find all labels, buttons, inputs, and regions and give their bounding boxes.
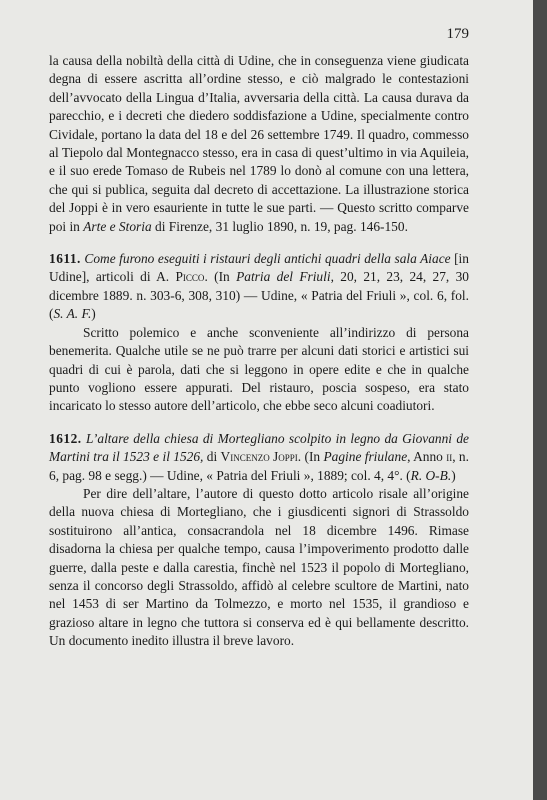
entry-description: Per dire dell’altare, l’autore di questo dotto articolo risale all’origine della nuova chiesa di Mortegliano, che i giusdicenti signori di Strassoldo sostituirono all’antica, consacrandola nel 18 dicembre 1496. Rimase disadorna la chiesa per qualche tempo, causa l’impoverimento prodotto dalle guerre, dalla peste e dalla carestia, finchè nel 1523 il popolo di Mortegliano, senza il concorso degli Strassoldo, affidò al celebre scultore de Martini, nato nel 1453 di ser Martino da Tolmezzo, e morto nel 1535, il grandioso e grazioso altare in legno che tuttora si conserva ed è qui bellamente descritto. Un documento inedito illustra il breve lavoro. [49,485,469,649]
text-run: la causa della nobiltà della città di Udine, che in conseguenza viene giudicata degna di essere ascritta all’ordine stesso, e ciò malgrado le contestazioni dell’avvocato della Lingua d’Italia, avversaria della città. La causa durava da parecchio, e i decreti che diedero soddisfazione a Udine, specialmente contro Cividale, portano la data del 18 e del 26 settembre 1749. Il quadro, commesso al Tiepolo dal Montegnacco stesso, era in casa di quest’ultimo in via Aquileia, e il suo erede Tomaso de Rubeis nel 1789 lo donò al comune con una lettera, che qui si publica, seguita dal decreto di accettazione. La illustrazione storica del Joppi è in vero esauriente in tutte le sue parti. — Questo scritto comparve poi in [49,53,469,234]
text-run: [in Udine], articoli di A. [49,251,469,285]
text-run: di Firenze, 31 luglio 1890, n. 19, pag. 146-150. [151,218,408,234]
page-number: 179 [446,26,469,42]
text-run: , n. 6, pag. 98 e segg.) — Udine, « Patria del Friuli », 1889; col. 4, 4°. ( [49,449,469,483]
entry-citation [49,430,469,485]
text-run: ) [91,306,96,322]
bibliography-entry-1611 [49,250,469,416]
text-run: . (In [204,269,237,285]
text-run: . (In [297,449,324,465]
entry-citation [49,250,469,324]
bibliography-entry-1612 [49,430,469,651]
entry-citation-text [49,251,469,321]
entry-number: 1612. [49,430,82,446]
italic-text: Arte e Storia [83,218,152,234]
intro-paragraph [49,52,469,236]
italic-text: Patria del Friuli [236,269,331,285]
entry-description: Scritto polemico e anche sconveniente all’indirizzo di persona benemerita. Qualche utile se ne può trarre per alcuni dati storici e artistici sui quadri di cui è parola, dati che si leggono in opere edite e che in qualche punto vogliono essere appurati. Del ristauro, poscia sospeso, era stato incaricato lo stesso autore dell’articolo, che ebbe seco alcuni coadiutori. [49,324,469,414]
italic-text: Pagine friulane [323,449,408,465]
text-run: , 20, 21, 23, 24, 27, 30 dicembre 1889. n. 303-6, 308, 310) — Udine, « Patria del Friuli », col. 6, fol. ( [49,269,469,322]
italic-text: R. O-B. [410,467,452,483]
italic-text: L’altare della chiesa di Mortegliano scolpito in legno da Giovanni de Martini tra il 1523 e il 1526, [49,430,469,465]
smallcaps-text: Picco [175,269,205,285]
italic-text: S. A. F. [53,306,92,322]
page-body [49,52,469,651]
text-run: , Anno [407,449,447,465]
text-run: di [203,449,221,465]
entry-number: 1611. [49,251,81,267]
italic-text: Come furono eseguiti i ristauri degli antichi quadri della sala Aiace [84,251,451,267]
text-run: ) [451,467,456,483]
smallcaps-text: ii [446,449,453,465]
smallcaps-text: Vincenzo Joppi [220,449,298,465]
entry-citation-text [49,431,469,483]
